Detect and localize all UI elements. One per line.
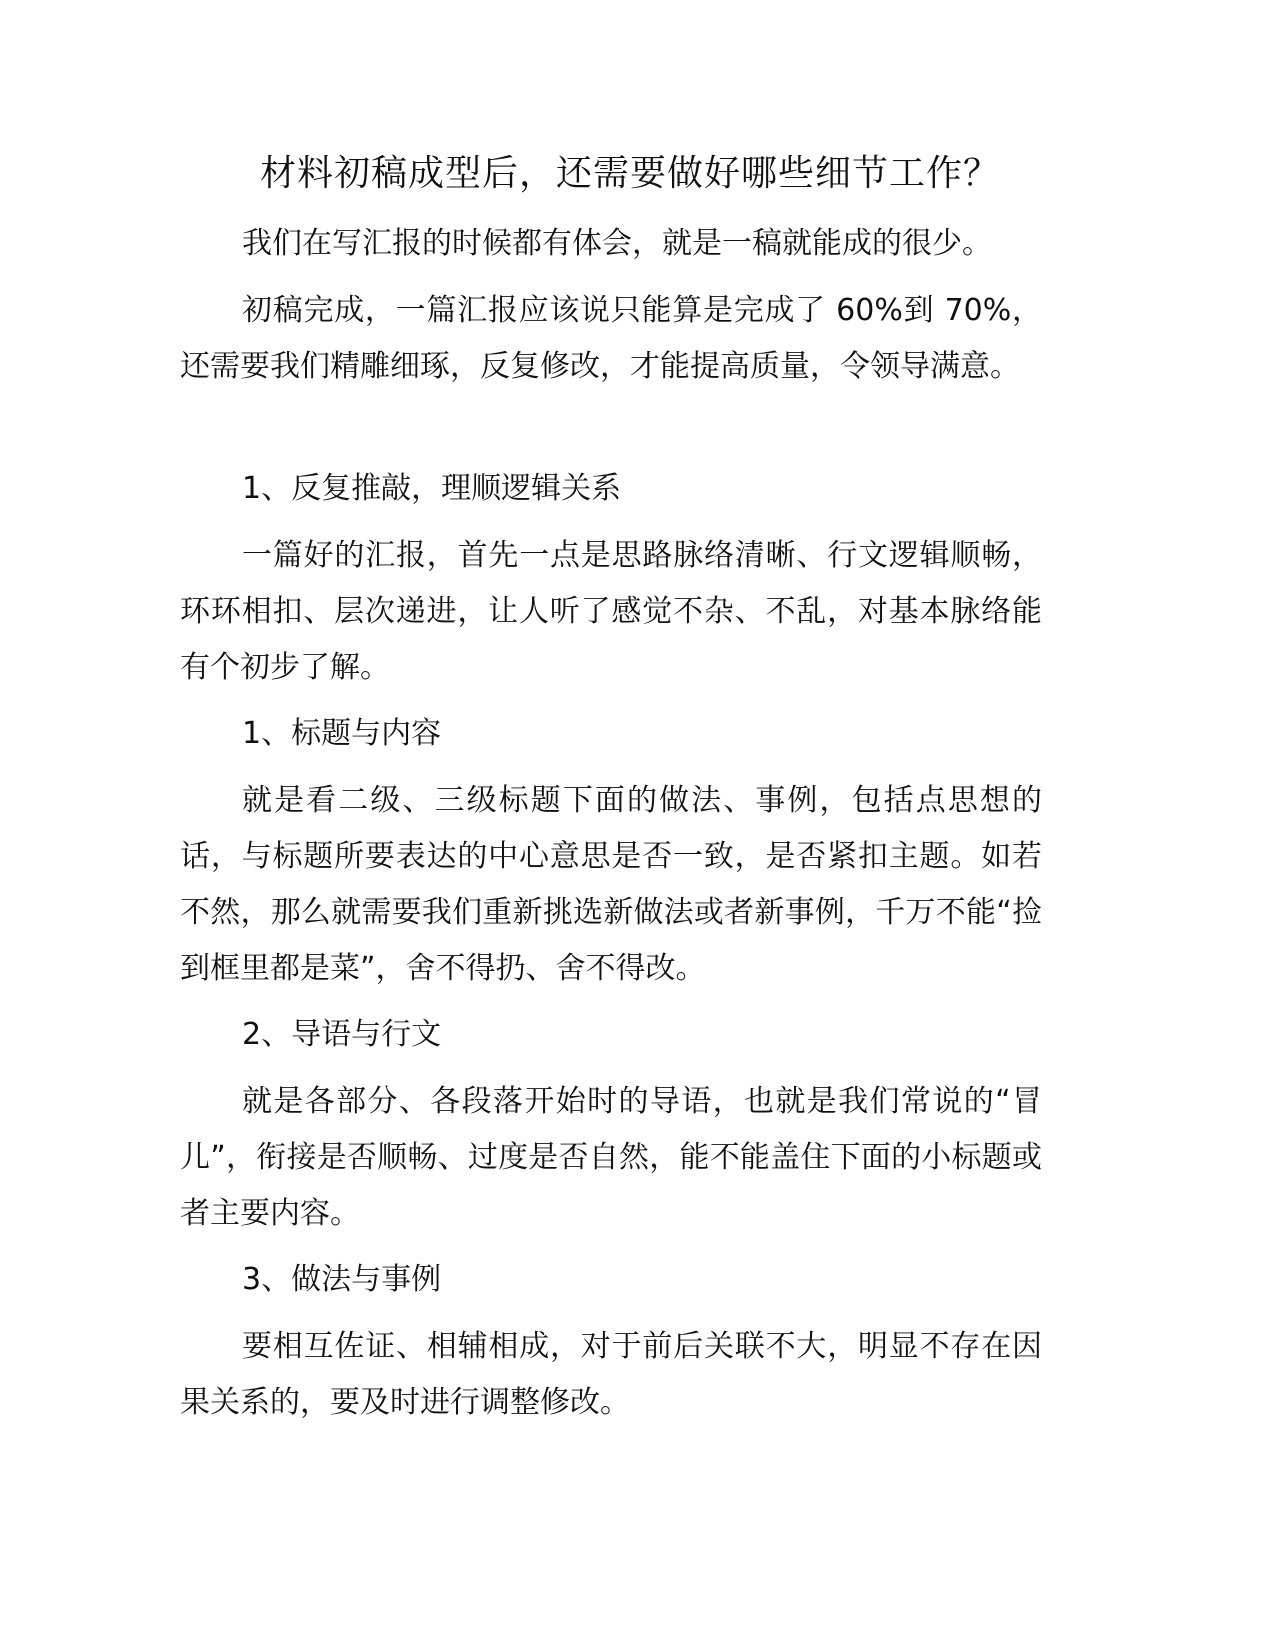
paragraph-title-content: 就是看二级、三级标题下面的做法、事例，包括点思想的话，与标题所要表达的中心意思是否一致，是否紧扣主题。如若不然，那么就需要我们重新挑选新做法或者新事例，千万不能“捡到框里都是菜”，舍不得扔、舍不得改。 <box>180 783 1042 986</box>
subheading-lead-text: 2、导语与行文 <box>242 1017 442 1052</box>
paragraph-methods-examples: 要相互佐证、相辅相成，对于前后关联不大，明显不存在因果关系的，要及时进行调整修改。 <box>180 1329 1042 1420</box>
section-heading-logic: 1、反复推敲，理顺逻辑关系 <box>242 471 622 506</box>
subheading-methods-examples: 3、做法与事例 <box>242 1262 442 1297</box>
paragraph-draft-completion: 初稿完成，一篇汇报应该说只能算是完成了 60%到 70%，还需要我们精雕细琢，反复修改，才能提高质量，令领导满意。 <box>180 293 1042 384</box>
paragraph-logic: 一篇好的汇报，首先一点是思路脉络清晰、行文逻辑顺畅，环环相扣、层次递进，让人听了感觉不杂、不乱，对基本脉络能有个初步了解。 <box>180 538 1042 685</box>
paragraph-lead-text: 就是各部分、各段落开始时的导语，也就是我们常说的“冒儿”，衔接是否顺畅、过度是否自然，能不能盖住下面的小标题或者主要内容。 <box>180 1084 1042 1231</box>
page-title: 材料初稿成型后，还需要做好哪些细节工作？ <box>259 153 1000 194</box>
subheading-title-content: 1、标题与内容 <box>242 716 442 751</box>
paragraph-intro: 我们在写汇报的时候都有体会，就是一稿就能成的很少。 <box>242 226 992 261</box>
